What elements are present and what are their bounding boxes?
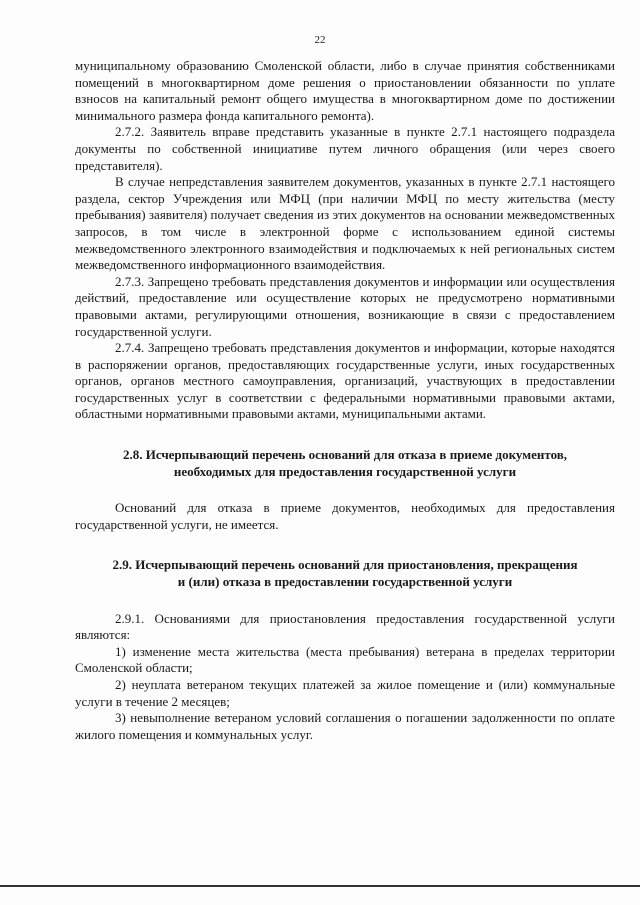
paragraph-nonsubmission: В случае непредставления заявителем документов, указанных в пункте 2.7.1 настоящего раздела, сектор Учреждения или МФЦ (при наличии МФЦ по месту жительства (месту пребывания) заявителя) получает сведения из этих документов на основании межведомственных запросов, в том числе в электронной форме с использованием единой системы межведомственного электронного взаимодействия и подключаемых к ней региональных систем межведомственного информационного взаимодействия. xyxy=(75,174,615,273)
page-number: 22 xyxy=(314,34,326,46)
section-2-8-title-line1: 2.8. Исчерпывающий перечень оснований для отказа в приеме документов, xyxy=(122,447,568,463)
document-body xyxy=(75,58,615,743)
list-item: 3) невыполнение ветераном условий соглашения о погашении задолженности по оплате жилого помещения и коммунальных услуг. xyxy=(75,710,615,742)
list-item: 2) неуплата ветераном текущих платежей за жилое помещение и (или) коммунальные услуги в течение 2 месяцев; xyxy=(75,677,615,709)
paragraph-2-9-1: 2.9.1. Основаниями для приостановления предоставления государственной услуги являются: xyxy=(75,610,615,643)
paragraph-2-7-3: 2.7.3. Запрещено требовать представления документов и информации или осуществления действий, предоставление или осуществление которых не предусмотрено нормативными правовыми актами, регулирующими отношения, возникающие в связи с предоставлением государственной услуги. xyxy=(75,273,615,339)
paragraph-2-7-4: 2.7.4. Запрещено требовать представления документов и информации, которые находятся в распоряжении органов, предоставляющих государственные услуги, иных государственных органов, органов местного самоуправления, организаций, участвующих в предоставлении государственных услуг в соответствии с федеральными нормативными правовыми актами, областными нормативными правовыми актами, муниципальными актами. xyxy=(75,340,615,422)
paragraph-2-7-2: 2.7.2. Заявитель вправе представить указанные в пункте 2.7.1 настоящего подраздела документы по собственной инициативе путем личного обращения (или через своего представителя). xyxy=(75,124,615,173)
section-2-9-title-line2: и (или) отказа в предоставлении государственной услуги xyxy=(177,574,513,590)
section-2-8-text: Оснований для отказа в приеме документов, необходимых для предоставления государственной услуги, не имеется. xyxy=(75,500,615,532)
section-2-9-title-line1: 2.9. Исчерпывающий перечень оснований для приостановления, прекращения xyxy=(112,557,578,573)
bottom-scan-line xyxy=(0,885,640,887)
section-2-9-title xyxy=(75,557,615,590)
section-2-8-title xyxy=(75,447,615,480)
list-item: 1) изменение места жительства (места пребывания) ветерана в пределах территории Смоленской области; xyxy=(75,643,615,676)
paragraph-continuation: муниципальному образованию Смоленской области, либо в случае принятия собственниками помещений в многоквартирном доме решения о приостановлении обязанности по уплате взносов на капитальный ремонт общего имущества в многоквартирном доме по достижении минимального размера фонда капитального ремонта). xyxy=(75,58,615,123)
section-2-8-title-line2: необходимых для предоставления государственной услуги xyxy=(173,463,517,479)
